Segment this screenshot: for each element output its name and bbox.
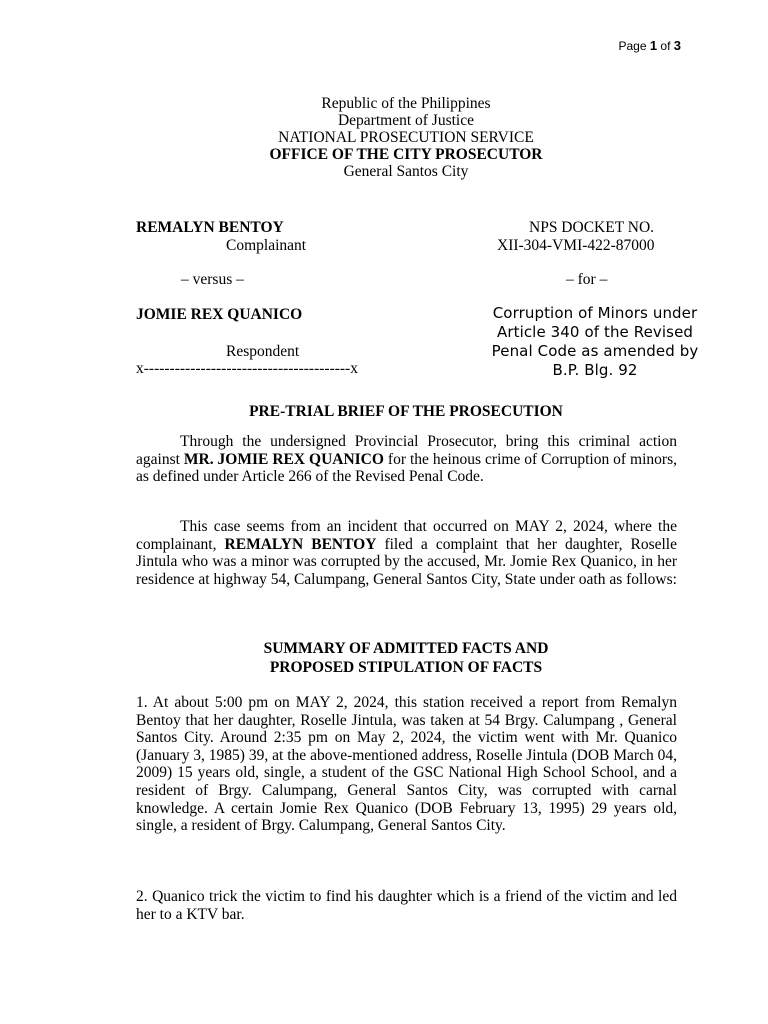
complainant-name-inline: REMALYN BENTOY (224, 535, 377, 553)
header-republic: Republic of the Philippines (321, 95, 491, 112)
respondent-role: Respondent (226, 343, 300, 360)
charge-line: Penal Code as amended by (491, 342, 699, 360)
summary-heading: SUMMARY OF ADMITTED FACTS AND PROPOSED STIPULATION OF FACTS (263, 640, 549, 676)
caption-separator: x----------------------------------------x (136, 360, 358, 377)
accused-name: MR. JOMIE REX QUANICO (183, 450, 384, 468)
fact-1-paragraph: 1. At about 5:00 pm on MAY 2, 2024, this station received a report from Remalyn Bentoy that her daughter, Roselle Jintula, was taken at 54 Brgy. Calumpang , General Santos City. Around 2:35 pm on May 2, 2024, the victim went with Mr. Quanico (January 3, 1985) 39, at the above-mentioned address, Roselle Jintula (DOB March 04, 2009) 15 years old, single, a student of the GSC National High School School, and a resident of Brgy. Calumpang, General Santos City, was corrupted with carnal knowledge. A certain Jomie Rex Quanico (DOB February 13, 1995) 29 years old, single, a resident of Brgy. Calumpang, General Santos City. (136, 694, 677, 835)
complainant-role: Complainant (226, 237, 307, 254)
for-label: – for – (566, 271, 608, 288)
fact-2-paragraph: 2. Quanico trick the victim to find his daughter which is a friend of the victim and led her to a KTV bar. (136, 888, 677, 923)
header-city: General Santos City (343, 163, 469, 180)
docket-label: NPS DOCKET NO. (529, 219, 655, 236)
incident-paragraph: This case seems from an incident that occurred on MAY 2, 2024, where the complainant, REMALYN BENTOY filed a complaint that her daughter, Roselle Jintula who was a minor was corrupted by the accused, Mr. Jomie Rex Quanico, in her residence at highway 54, Calumpang, General Santos City, State under oath as follows: (136, 518, 677, 588)
document-header (0, 95, 768, 180)
charge-description (460, 304, 730, 380)
complainant-name: REMALYN BENTOY (136, 219, 284, 236)
charge-line: Article 340 of the Revised (496, 323, 694, 341)
header-office: OFFICE OF THE CITY PROSECUTOR (269, 146, 543, 163)
header-department: Department of Justice (337, 112, 474, 129)
charge-line: B.P. Blg. 92 (552, 361, 638, 379)
versus-label: – versus – (181, 271, 244, 288)
brief-title: PRE-TRIAL BRIEF OF THE PROSECUTION (249, 403, 563, 420)
docket-number: XII-304-VMI-422-87000 (497, 237, 655, 254)
respondent-name: JOMIE REX QUANICO (136, 306, 303, 323)
page-number: Page 1 of 3 (618, 38, 681, 53)
intro-paragraph: Through the undersigned Provincial Prosecutor, bring this criminal action against MR. JOMIE REX QUANICO for the heinous crime of Corruption of minors, as defined under Article 266 of the Revised Penal Code. (136, 433, 677, 486)
header-service: NATIONAL PROSECUTION SERVICE (278, 129, 534, 146)
charge-line: Corruption of Minors under (492, 304, 698, 322)
